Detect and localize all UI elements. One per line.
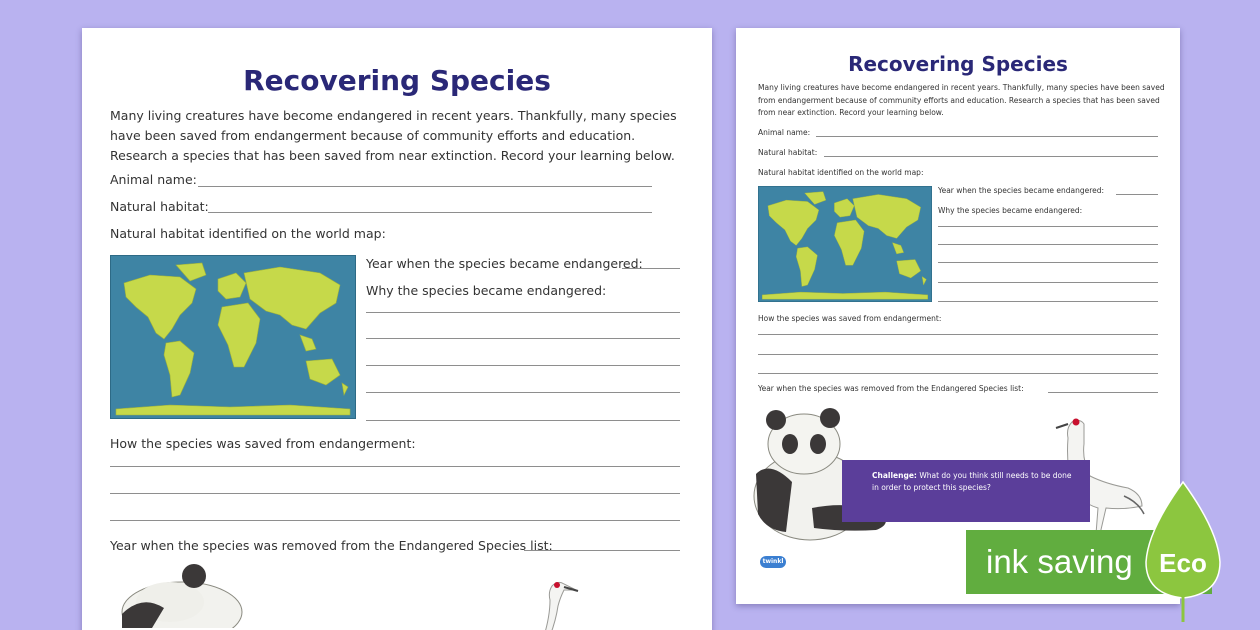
why-endangered-line-1 (366, 312, 680, 313)
why-endangered-line-5 (366, 420, 680, 421)
animal-name-label: Animal name: (110, 172, 197, 187)
why-endangered-label: Why the species became endangered: (366, 283, 607, 298)
challenge-text: What do you think still needs to be done in order to protect this species? (872, 471, 1072, 492)
why-endangered-line-4 (366, 392, 680, 393)
habitat-map-label-small: Natural habitat identified on the world map: (758, 168, 924, 177)
panda-illustration (112, 564, 252, 628)
year-removed-label-small: Year when the species was removed from the Endangered Species list: (758, 384, 1024, 393)
why-endangered-line-small-2 (938, 244, 1158, 245)
why-endangered-line-2 (366, 338, 680, 339)
how-saved-label: How the species was saved from endangerment: (110, 436, 416, 451)
how-saved-line-small-2 (758, 354, 1158, 355)
year-endangered-line (622, 268, 680, 269)
animal-name-line (198, 186, 652, 187)
animal-name-label-small: Animal name: (758, 128, 811, 137)
eco-label: Eco (1159, 548, 1207, 578)
challenge-box (842, 460, 1090, 522)
worksheet-page-large (82, 28, 712, 630)
how-saved-line-small-1 (758, 334, 1158, 335)
why-endangered-label-small: Why the species became endangered: (938, 206, 1083, 215)
worksheet-page-small (736, 28, 1180, 604)
why-endangered-line-small-1 (938, 226, 1158, 227)
habitat-map-label: Natural habitat identified on the world map: (110, 226, 386, 241)
year-endangered-line-small (1116, 194, 1158, 195)
how-saved-line-3 (110, 520, 680, 521)
why-endangered-line-small-3 (938, 262, 1158, 263)
crane-illustration (530, 576, 590, 630)
eco-leaf-icon (1136, 476, 1230, 624)
year-endangered-label: Year when the species became endangered: (366, 256, 643, 271)
year-removed-line-small (1048, 392, 1158, 393)
world-map-small (758, 186, 932, 302)
world-map (110, 255, 356, 419)
worksheet-intro-small: Many living creatures have become endangered in recent years. Thankfully, many species have been saved from endangerment because of community efforts and education. Research a species that has been saved from near extinction. Record your learning below. (758, 83, 1165, 117)
year-endangered-label-small: Year when the species became endangered: (938, 186, 1105, 195)
how-saved-label-small: How the species was saved from endangerment: (758, 314, 942, 323)
year-removed-line (524, 550, 680, 551)
twinkl-logo: twinkl (760, 556, 786, 568)
how-saved-line-2 (110, 493, 680, 494)
why-endangered-line-small-4 (938, 282, 1158, 283)
how-saved-line-small-3 (758, 373, 1158, 374)
how-saved-line-1 (110, 466, 680, 467)
worksheet-intro: Many living creatures have become endangered in recent years. Thankfully, many species have been saved from endangerment because of community efforts and education. Research a species that has been saved from near extinction. Record your learning below. (110, 108, 677, 163)
natural-habitat-line (208, 212, 652, 213)
why-endangered-line-3 (366, 365, 680, 366)
natural-habitat-label-small: Natural habitat: (758, 148, 818, 157)
animal-name-line-small (816, 136, 1158, 137)
worksheet-title-small: Recovering Species (848, 52, 1068, 76)
natural-habitat-line-small (824, 156, 1158, 157)
worksheet-title: Recovering Species (243, 64, 551, 97)
ink-saving-text: ink saving (986, 543, 1133, 580)
challenge-label: Challenge: (872, 471, 917, 480)
year-removed-label: Year when the species was removed from the Endangered Species list: (110, 538, 553, 553)
natural-habitat-label: Natural habitat: (110, 199, 209, 214)
why-endangered-line-small-5 (938, 301, 1158, 302)
